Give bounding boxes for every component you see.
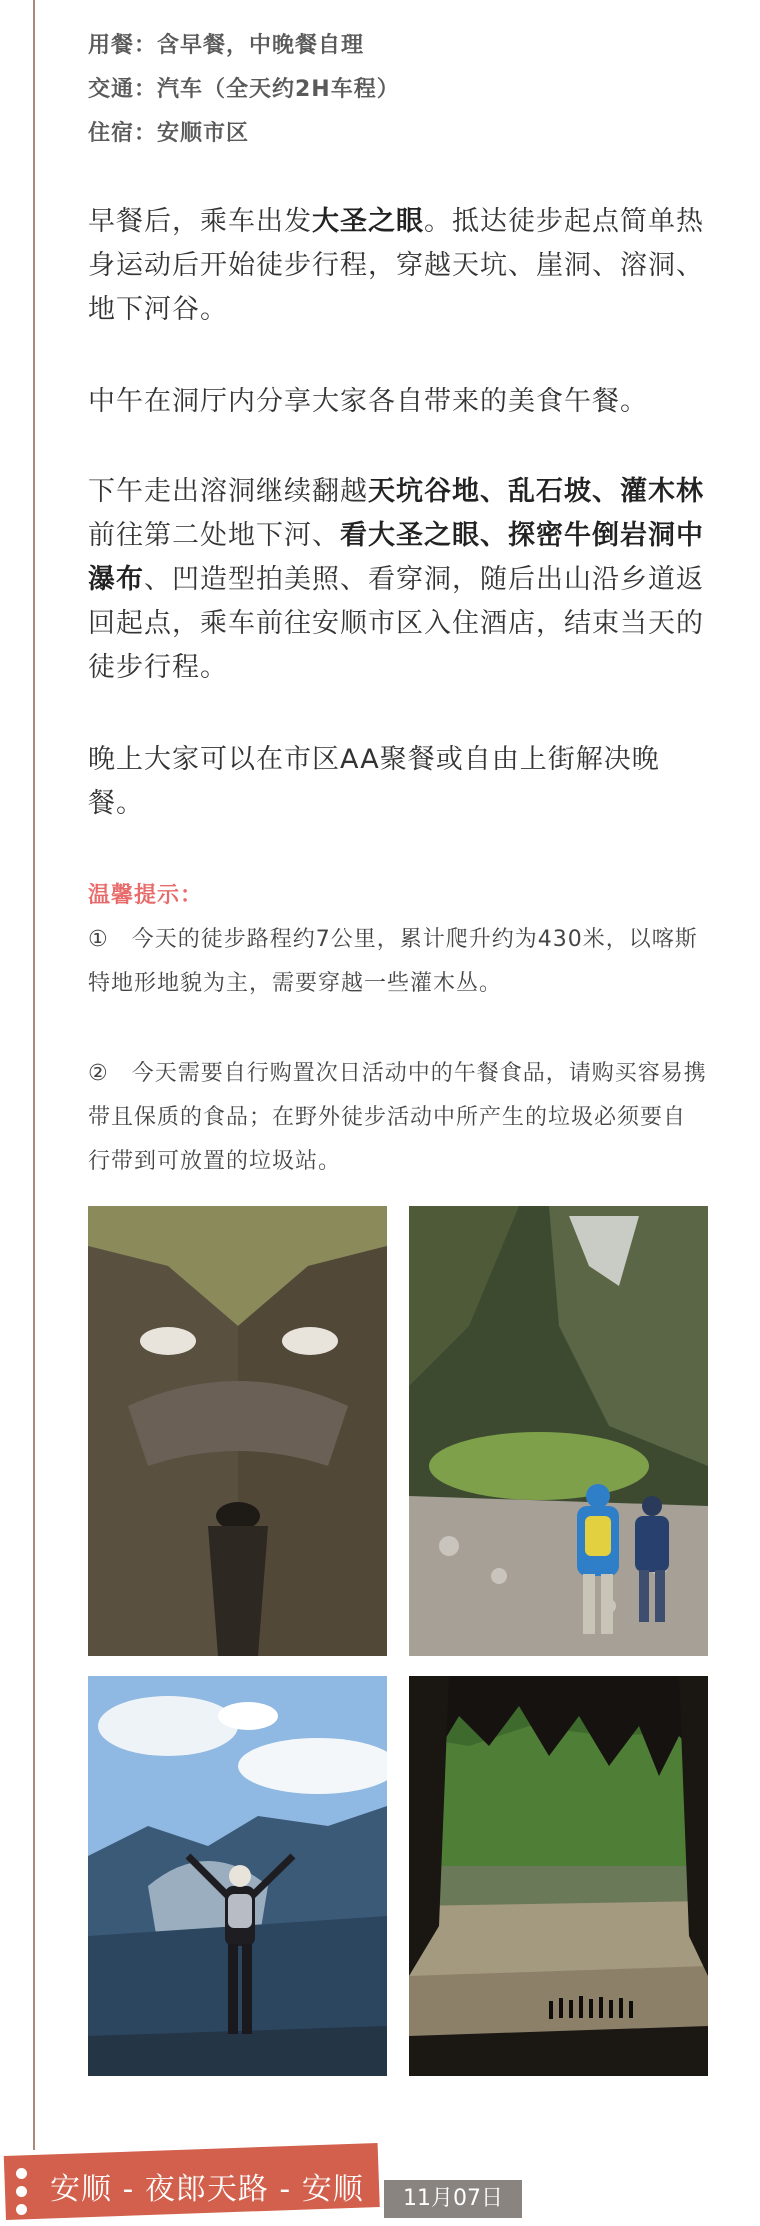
- banner-dot: [16, 2168, 27, 2179]
- meals-info: 用餐：含早餐，中晚餐自理: [88, 33, 365, 58]
- tip-1: ① 今天的徒步路程约7公里，累计爬升约为430米，以喀斯特地形地貌为主，需要穿越一些灌木丛。: [88, 927, 698, 996]
- tips-title: 温馨提示：: [88, 883, 204, 908]
- itinerary-morning: 早餐后，乘车出发大圣之眼。抵达徒步起点简单热身运动后开始徒步行程，穿越天坑、崖洞、溶洞、地下河谷。: [88, 206, 704, 325]
- itinerary-noon: 中午在洞厅内分享大家各自带来的美食午餐。: [88, 386, 648, 417]
- banner-dot: [16, 2204, 27, 2215]
- date-tag: 11月07日: [384, 2180, 522, 2218]
- timeline-line: [33, 0, 35, 2150]
- itinerary-afternoon: 下午走出溶洞继续翻越天坑谷地、乱石坡、灌木林前往第二处地下河、看大圣之眼、探密牛倒岩洞中瀑布、凹造型拍美照、看穿洞，随后出山沿乡道返回起点，乘车前往安顺市区入住酒店，结束当天的徒步行程。: [88, 476, 704, 683]
- transport-info: 交通：汽车（全天约2H车程）: [88, 77, 400, 102]
- photo-hiker-arms-raised: [88, 1676, 387, 2076]
- banner-dot: [16, 2186, 27, 2197]
- route-title: 安顺 - 夜郎天路 - 安顺: [50, 2172, 364, 2207]
- tip-2: ② 今天需要自行购置次日活动中的午餐食品，请购买容易携带且保质的食品；在野外徒步活动中所产生的垃圾必须要自行带到可放置的垃圾站。: [88, 1061, 707, 1174]
- itinerary-evening: 晚上大家可以在市区AA聚餐或自由上街解决晚餐。: [88, 744, 660, 819]
- photo-cave-eye: [88, 1206, 387, 1656]
- lodging-info: 住宿：安顺市区: [88, 121, 250, 146]
- photo-group-cave: [409, 1676, 708, 2076]
- photo-hikers-valley: [409, 1206, 708, 1656]
